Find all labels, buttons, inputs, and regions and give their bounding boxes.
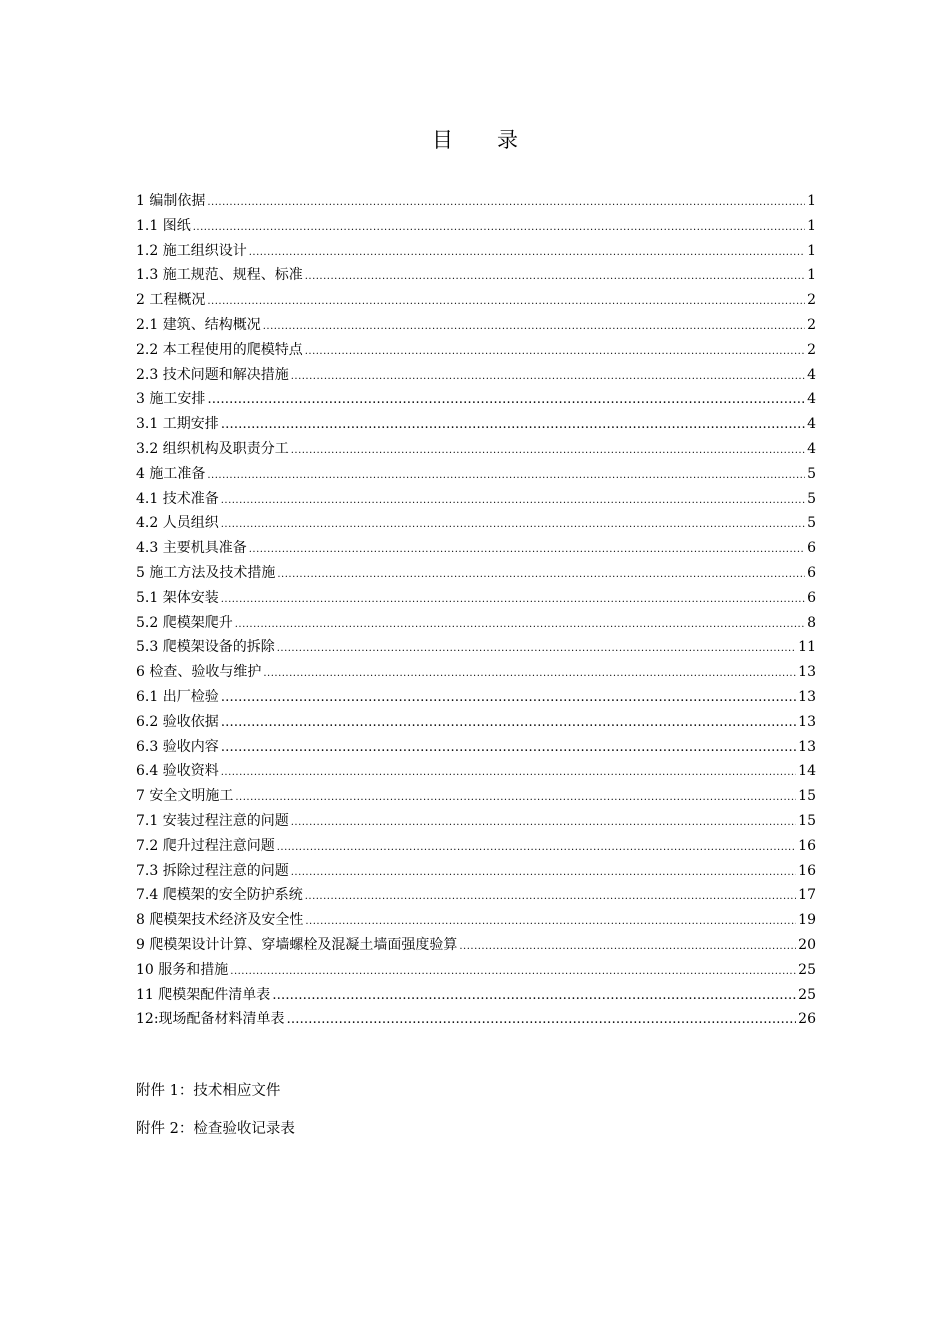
toc-entry-page: 15 [798, 812, 816, 829]
toc-entry-page: 20 [798, 936, 816, 953]
toc-entry[interactable] [136, 958, 816, 983]
toc-dot-leader [272, 984, 796, 1009]
toc-entry-title: 10 服务和措施 [136, 961, 229, 978]
toc-entry[interactable] [136, 189, 816, 214]
toc-entry[interactable] [136, 710, 816, 735]
toc-dot-leader [221, 588, 805, 613]
toc-dot-leader [193, 216, 805, 241]
toc-entry[interactable] [136, 487, 816, 512]
toc-entry[interactable] [136, 462, 816, 487]
attachment-1: 附件 1：技术相应文件 [136, 1083, 281, 1099]
toc-entry-page: 4 [807, 416, 816, 433]
toc-entry-title: 3 施工安排 [136, 391, 206, 408]
toc-entry-title: 3.1 工期安排 [136, 416, 219, 433]
attachment-2: 附件 2：检查验收记录表 [136, 1121, 295, 1137]
toc-dot-leader [277, 836, 796, 861]
toc-entry-title: 12:现场配备材料清单表 [136, 1011, 285, 1028]
toc-dot-leader [221, 513, 805, 538]
toc-entry-title: 6 检查、验收与维护 [136, 664, 262, 681]
toc-dot-leader [263, 315, 805, 340]
toc-entry-page: 15 [798, 788, 816, 805]
toc-dot-leader [221, 761, 796, 786]
toc-entry[interactable] [136, 635, 816, 660]
toc-dot-leader [221, 736, 796, 761]
toc-entry-title: 6.3 验收内容 [136, 738, 219, 755]
toc-entry-page: 13 [798, 713, 816, 730]
toc-entry[interactable] [136, 536, 816, 561]
toc-entry-page: 5 [807, 490, 816, 507]
toc-entry[interactable] [136, 883, 816, 908]
toc-entry[interactable] [136, 834, 816, 859]
toc-entry-page: 25 [798, 986, 816, 1003]
toc-entry[interactable] [136, 759, 816, 784]
toc-entry[interactable] [136, 363, 816, 388]
toc-entry[interactable] [136, 983, 816, 1008]
toc-entry[interactable] [136, 412, 816, 437]
toc-dot-leader [249, 538, 805, 563]
toc-dot-leader [249, 241, 805, 266]
toc-entry-title: 11 爬模架配件清单表 [136, 986, 271, 1003]
toc-entry-page: 1 [807, 217, 816, 234]
toc-entry-title: 6.2 验收依据 [136, 713, 219, 730]
toc-entry[interactable] [136, 437, 816, 462]
toc-entry-page: 4 [807, 366, 816, 383]
toc-entry-title: 1.1 图纸 [136, 217, 191, 234]
toc-entry[interactable] [136, 387, 816, 412]
toc-dot-leader [277, 563, 805, 588]
toc-entry-title: 7.1 安装过程注意的问题 [136, 812, 289, 829]
toc-entry-title: 2.1 建筑、结构概况 [136, 316, 261, 333]
toc-dot-leader [207, 191, 805, 216]
toc-entry-page: 16 [798, 862, 816, 879]
toc-entry-title: 4.1 技术准备 [136, 490, 219, 507]
toc-dot-leader [305, 340, 805, 365]
toc-entry-title: 2.2 本工程使用的爬模特点 [136, 341, 303, 358]
toc-entry-page: 4 [807, 391, 816, 408]
toc-entry[interactable] [136, 313, 816, 338]
toc-dot-leader [221, 489, 805, 514]
toc-entry-title: 1.3 施工规范、规程、标准 [136, 267, 303, 284]
toc-entry-title: 5 施工方法及技术措施 [136, 564, 276, 581]
toc-entry-title: 7.3 拆除过程注意的问题 [136, 862, 289, 879]
toc-entry[interactable] [136, 263, 816, 288]
toc-entry-page: 4 [807, 440, 816, 457]
toc-dot-leader [291, 811, 796, 836]
toc-entry[interactable] [136, 660, 816, 685]
toc-dot-leader [207, 290, 805, 315]
toc-entry[interactable] [136, 735, 816, 760]
toc-entry[interactable] [136, 586, 816, 611]
toc-entry-title: 7.4 爬模架的安全防护系统 [136, 887, 303, 904]
toc-entry[interactable] [136, 611, 816, 636]
toc-dot-leader [235, 786, 796, 811]
toc-entry-page: 5 [807, 465, 816, 482]
toc-entry-page: 13 [798, 688, 816, 705]
toc-entry-page: 25 [798, 961, 816, 978]
toc-entry-page: 19 [798, 912, 816, 929]
toc-dot-leader [277, 637, 796, 662]
toc-entry-title: 4.2 人员组织 [136, 515, 219, 532]
toc-entry-title: 5.2 爬模架爬升 [136, 614, 233, 631]
toc-entry[interactable] [136, 933, 816, 958]
toc-entry-title: 4 施工准备 [136, 465, 206, 482]
toc-entry-page: 17 [798, 887, 816, 904]
toc-entry-page: 2 [807, 316, 816, 333]
toc-entry[interactable] [136, 338, 816, 363]
toc-dot-leader [207, 464, 805, 489]
toc-entry-page: 11 [798, 639, 816, 656]
toc-dot-leader [263, 662, 796, 687]
toc-entry[interactable] [136, 561, 816, 586]
toc-dot-leader [305, 910, 796, 935]
table-of-contents [136, 189, 816, 1032]
page-title [0, 124, 950, 154]
title-char-1: 目 [432, 128, 453, 152]
toc-entry-page: 2 [807, 341, 816, 358]
toc-entry-title: 9 爬模架设计计算、穿墙螺栓及混凝土墙面强度验算 [136, 936, 458, 953]
toc-entry[interactable] [136, 784, 816, 809]
toc-dot-leader [287, 1008, 797, 1033]
toc-entry-title: 5.3 爬模架设备的拆除 [136, 639, 275, 656]
toc-dot-leader [221, 686, 796, 711]
toc-dot-leader [235, 613, 805, 638]
toc-entry-title: 2 工程概况 [136, 292, 206, 309]
toc-entry-title: 2.3 技术问题和解决措施 [136, 366, 289, 383]
toc-entry[interactable] [136, 288, 816, 313]
toc-entry-page: 14 [798, 763, 816, 780]
toc-entry-page: 1 [807, 242, 816, 259]
toc-entry-page: 13 [798, 738, 816, 755]
toc-entry-title: 4.3 主要机具准备 [136, 540, 247, 557]
toc-dot-leader [291, 365, 805, 390]
toc-entry-page: 6 [807, 540, 816, 557]
toc-entry-page: 5 [807, 515, 816, 532]
toc-dot-leader [221, 711, 796, 736]
toc-entry[interactable] [136, 859, 816, 884]
toc-dot-leader [207, 388, 805, 413]
toc-entry[interactable] [136, 809, 816, 834]
toc-dot-leader [230, 960, 796, 985]
toc-entry-title: 1 编制依据 [136, 193, 206, 209]
toc-dot-leader [221, 413, 805, 438]
toc-entry-page: 8 [807, 614, 816, 631]
toc-entry-page: 1 [807, 193, 816, 209]
toc-entry[interactable] [136, 908, 816, 933]
toc-entry-page: 2 [807, 292, 816, 309]
toc-entry-page: 1 [807, 267, 816, 284]
toc-dot-leader [291, 439, 805, 464]
toc-dot-leader [291, 861, 796, 886]
toc-entry-title: 7.2 爬升过程注意问题 [136, 837, 275, 854]
toc-entry[interactable] [136, 511, 816, 536]
toc-entry-title: 1.2 施工组织设计 [136, 242, 247, 259]
title-char-2: 录 [497, 128, 518, 152]
toc-entry-title: 5.1 架体安装 [136, 589, 219, 606]
toc-entry[interactable] [136, 1007, 816, 1032]
toc-entry-page: 6 [807, 564, 816, 581]
toc-dot-leader [305, 885, 796, 910]
toc-entry-title: 8 爬模架技术经济及安全性 [136, 912, 304, 929]
toc-entry[interactable] [136, 685, 816, 710]
toc-entry-page: 26 [798, 1011, 816, 1028]
toc-entry-title: 3.2 组织机构及职责分工 [136, 440, 289, 457]
toc-entry-title: 6.4 验收资料 [136, 763, 219, 780]
toc-entry[interactable] [136, 214, 816, 239]
toc-entry-title: 7 安全文明施工 [136, 788, 234, 805]
toc-entry-page: 16 [798, 837, 816, 854]
toc-entry-page: 13 [798, 664, 816, 681]
toc-dot-leader [305, 265, 805, 290]
toc-entry-page: 6 [807, 589, 816, 606]
toc-dot-leader [459, 935, 796, 960]
toc-entry[interactable] [136, 239, 816, 264]
toc-entry-title: 6.1 出厂检验 [136, 688, 219, 705]
